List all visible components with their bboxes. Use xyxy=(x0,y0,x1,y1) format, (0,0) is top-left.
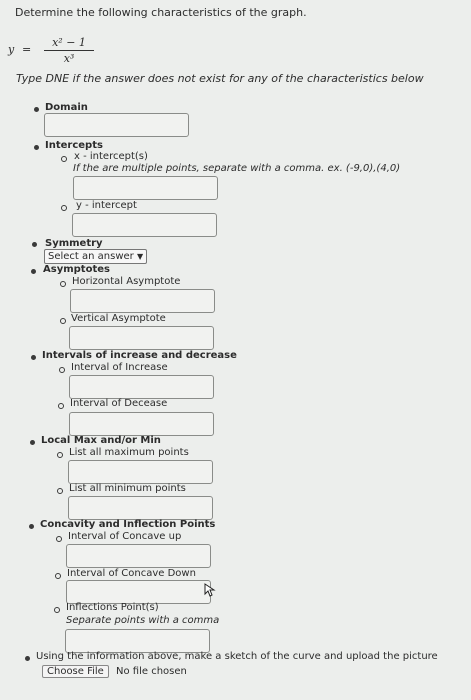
x-intercept-label: x - intercept(s) xyxy=(74,151,148,162)
horizontal-asymptote-label: Horizontal Asymptote xyxy=(72,276,181,287)
mouse-cursor-icon xyxy=(204,583,216,597)
maximum-input[interactable] xyxy=(68,460,213,484)
fraction-bar xyxy=(44,50,94,51)
inflection-note: Separate points with a comma xyxy=(66,615,220,626)
bullet-horizontal-asymptote xyxy=(60,281,66,287)
bullet-maximum xyxy=(57,452,63,458)
choose-file-button[interactable]: Choose File xyxy=(42,665,109,678)
symmetry-select-value: Select an answer xyxy=(48,251,134,262)
increase-label: Interval of Increase xyxy=(71,362,168,373)
domain-label: Domain xyxy=(45,102,88,113)
bullet-domain xyxy=(34,107,39,112)
horizontal-asymptote-input[interactable] xyxy=(70,289,215,313)
bullet-local-extrema xyxy=(30,440,35,445)
concave-down-input[interactable] xyxy=(66,580,211,604)
inflection-input[interactable] xyxy=(65,629,210,653)
symmetry-label: Symmetry xyxy=(45,238,103,249)
equation-equals: = xyxy=(22,43,32,56)
concavity-label: Concavity and Inflection Points xyxy=(40,519,216,530)
vertical-asymptote-input[interactable] xyxy=(69,326,214,350)
bullet-concave-down xyxy=(55,573,61,579)
minimum-label: List all minimum points xyxy=(69,483,186,494)
y-intercept-label: y - intercept xyxy=(76,200,137,211)
bullet-decrease xyxy=(58,403,64,409)
bullet-y-intercept xyxy=(61,205,67,211)
equation-denominator: x³ xyxy=(63,52,75,65)
asymptotes-label: Asymptotes xyxy=(43,264,110,275)
vertical-asymptote-label: Vertical Asymptote xyxy=(71,313,166,324)
bullet-asymptotes xyxy=(31,269,36,274)
bullet-vertical-asymptote xyxy=(60,318,66,324)
file-status: No file chosen xyxy=(116,666,187,677)
bullet-increase xyxy=(59,367,65,373)
decrease-label: Interval of Decease xyxy=(70,398,168,409)
dne-instructions: Type DNE if the answer does not exist for any of the characteristics below xyxy=(16,72,424,85)
bullet-intervals xyxy=(31,355,36,360)
bullet-minimum xyxy=(57,488,63,494)
decrease-input[interactable] xyxy=(69,412,214,436)
equation-numerator: x² − 1 xyxy=(52,36,86,49)
inflection-label: Inflections Point(s) xyxy=(66,602,159,613)
x-intercept-note: If the are multiple points, separate with a comma. ex. (-9,0),(4,0) xyxy=(73,163,401,174)
local-extrema-label: Local Max and/or Min xyxy=(41,435,161,446)
y-intercept-input[interactable] xyxy=(72,213,217,237)
maximum-label: List all maximum points xyxy=(69,447,189,458)
bullet-x-intercept xyxy=(61,156,67,162)
minimum-input[interactable] xyxy=(68,496,213,520)
concave-up-label: Interval of Concave up xyxy=(68,531,182,542)
x-intercept-input[interactable] xyxy=(73,176,218,200)
chevron-down-icon: ▼ xyxy=(136,252,144,261)
bullet-upload xyxy=(25,656,30,661)
upload-label: Using the information above, make a sketch of the curve and upload the picture xyxy=(36,651,438,662)
symmetry-select[interactable] xyxy=(44,249,147,264)
bullet-intercepts xyxy=(34,145,39,150)
equation-lhs: y xyxy=(8,43,15,56)
bullet-inflection xyxy=(54,607,60,613)
increase-input[interactable] xyxy=(69,375,214,399)
file-upload xyxy=(42,665,187,678)
intercepts-label: Intercepts xyxy=(45,140,103,151)
bullet-concavity xyxy=(29,524,34,529)
domain-input[interactable] xyxy=(44,113,189,137)
bullet-symmetry xyxy=(32,242,37,247)
question-title: Determine the following characteristics of the graph. xyxy=(15,6,307,19)
bullet-concave-up xyxy=(56,536,62,542)
concave-down-label: Interval of Concave Down xyxy=(67,568,196,579)
intervals-label: Intervals of increase and decrease xyxy=(42,350,237,361)
concave-up-input[interactable] xyxy=(66,544,211,568)
